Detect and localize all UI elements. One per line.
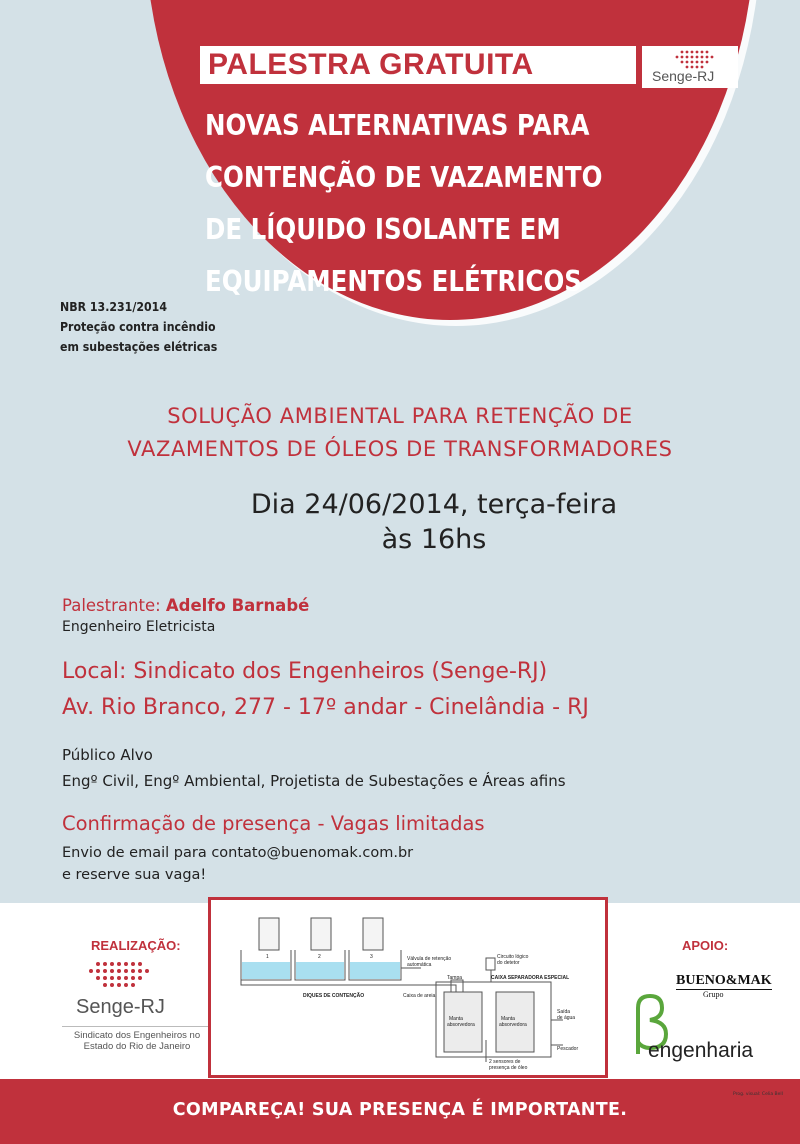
norm-line: Proteção contra incêndio <box>60 319 216 334</box>
pescador-label: Pescador <box>557 1046 579 1052</box>
confirmation-title: Confirmação de presença - Vagas limitadas <box>62 812 485 835</box>
solution-line: VAZAMENTOS DE ÓLEOS DE TRANSFORMADORES <box>127 437 673 461</box>
speaker-name: Adelfo Barnabé <box>165 596 310 615</box>
tank-label: 3 <box>370 954 373 960</box>
audience-text: Engº Civil, Engº Ambiental, Projetista de Subestações e Áreas afins <box>62 772 566 790</box>
lecture-title <box>205 100 602 308</box>
tampa-label: Tampa <box>447 975 463 981</box>
senge-name-line: Estado do Rio de Janeiro <box>83 1041 191 1052</box>
containment-diagram <box>208 897 608 1078</box>
confirmation-reserve-line: e reserve sua vaga! <box>62 867 207 883</box>
speaker-role: Engenheiro Eletricista <box>62 619 216 635</box>
sensores-label: 2 sensores de <box>489 1059 521 1065</box>
saida-label: de água <box>557 1015 576 1021</box>
senge-logo-top <box>642 46 738 88</box>
bueno-mak-logo: BUENO&MAK <box>676 973 772 988</box>
event-datetime <box>0 487 800 557</box>
bueno-mak-sub: Grupo <box>703 990 724 999</box>
location-line-1: Local: Sindicato dos Engenheiros (Senge-RJ) <box>62 659 548 684</box>
senge-logo-text: Senge-RJ <box>652 68 715 84</box>
target-audience <box>62 742 566 794</box>
manta-label: absorvedora <box>447 1022 475 1028</box>
norm-reference <box>60 297 217 357</box>
senge-full-name <box>60 1030 214 1052</box>
saida-label: Saída <box>557 1009 571 1015</box>
event-date: Dia 24/06/2014, terça-feira <box>250 489 618 520</box>
title-line: EQUIPAMENTOS ELÉTRICOS <box>205 265 582 298</box>
manta-label: Manta <box>449 1016 463 1022</box>
manta-label: Manta <box>501 1016 515 1022</box>
senge-name-line: Sindicato dos Engenheiros no <box>73 1030 201 1041</box>
speaker <box>62 596 309 615</box>
event-time: às 16hs <box>381 524 487 555</box>
realizacao-label: REALIZAÇÃO: <box>91 938 181 953</box>
solution-subtitle <box>0 400 800 466</box>
location <box>62 654 589 726</box>
location-line-2: Av. Rio Branco, 277 - 17º andar - Cinelândia - RJ <box>62 695 589 720</box>
speaker-label: Palestrante: <box>62 596 161 615</box>
divider <box>62 1026 212 1027</box>
apoio-label: APOIO: <box>682 938 729 953</box>
title-line: CONTENÇÃO DE VAZAMENTO <box>205 161 603 194</box>
title-line: NOVAS ALTERNATIVAS PARA <box>205 109 590 142</box>
sensores-label: presença de óleo <box>489 1065 528 1071</box>
caixa-areia-label: Caixa de areia <box>403 993 436 999</box>
title-line: DE LÍQUIDO ISOLANTE EM <box>205 213 561 246</box>
norm-line: em subestações elétricas <box>60 339 218 354</box>
audience-title: Público Alvo <box>62 746 153 764</box>
confirmation-text <box>62 842 413 886</box>
tank-label: 2 <box>318 954 321 960</box>
senge-logo-dots-icon <box>78 958 188 998</box>
headline: PALESTRA GRATUITA <box>208 48 534 81</box>
norm-code: NBR 13.231/2014 <box>60 299 167 314</box>
solution-line: SOLUÇÃO AMBIENTAL PARA RETENÇÃO DE <box>167 404 633 428</box>
footer-text: COMPAREÇA! SUA PRESENÇA É IMPORTANTE. <box>172 1100 628 1120</box>
valve-label: Válvula de retenção <box>407 956 452 962</box>
design-credit: Prog. visual: Celia Bell <box>733 1092 783 1097</box>
valve-label: automática <box>407 962 432 968</box>
engenharia-logo: engenharia <box>648 1039 754 1062</box>
confirmation-email-line: Envio de email para contato@buenomak.com.br <box>62 845 414 861</box>
circuit-label: Circuito lógico <box>497 954 529 960</box>
caixa-separadora-label: CAIXA SEPARADORA ESPECIAL <box>491 975 570 981</box>
circuit-label: do detetor <box>497 960 520 966</box>
containment-diagram-svg <box>211 900 605 1075</box>
tank-label: 1 <box>266 954 269 960</box>
diques-label: DIQUES DE CONTENÇÃO <box>303 993 365 999</box>
senge-logo-text: Senge-RJ <box>76 996 165 1018</box>
manta-label: absorvedora <box>499 1022 527 1028</box>
